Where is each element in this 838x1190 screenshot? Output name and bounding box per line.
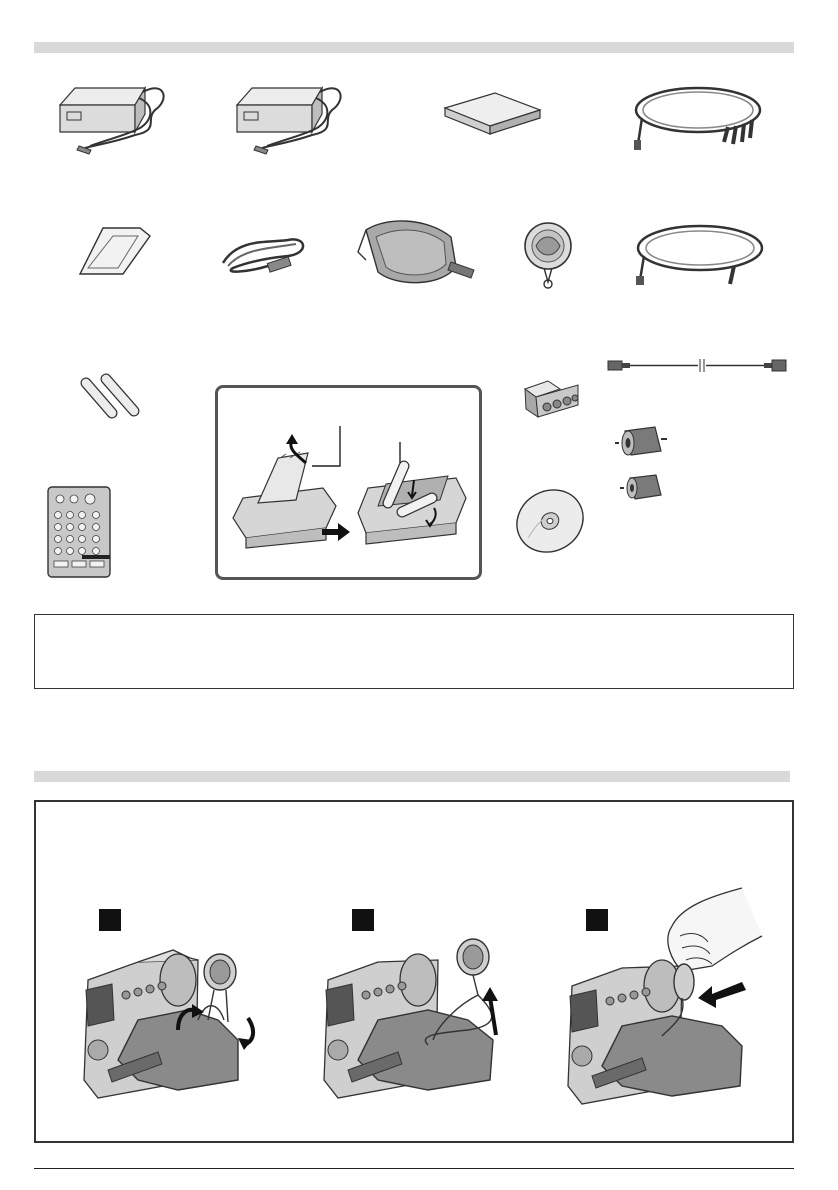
- remote-control-icon: [46, 485, 112, 580]
- footer-rule: [34, 1168, 794, 1169]
- usb-cable-icon: [606, 355, 790, 377]
- power-cord-icon: [218, 228, 313, 276]
- ac-adapter-icon: [232, 80, 352, 155]
- av-cable-icon: [628, 82, 768, 154]
- lens-cap-header-bar: [34, 771, 790, 782]
- lens-cap-icon: [522, 220, 574, 290]
- cd-rom-icon: [514, 488, 586, 554]
- step-marker-icon: [352, 909, 374, 931]
- step-marker-icon: [99, 909, 121, 931]
- grip-strap-icon: [356, 212, 476, 292]
- camcorder-step2-illustration: [318, 935, 518, 1115]
- scart-adapter-icon: [520, 377, 582, 425]
- memory-card-icon: [78, 226, 158, 276]
- accessories-header-bar: [34, 42, 794, 53]
- s-video-cable-icon: [630, 220, 770, 290]
- camcorder-step3-illustration: [562, 886, 782, 1118]
- core-filter-icon: [615, 425, 667, 459]
- core-filter-icon: [620, 473, 666, 503]
- note-box: [34, 614, 794, 689]
- batteries-icon: [82, 375, 144, 420]
- remote-battery-insertion-panel: [215, 385, 482, 580]
- camcorder-step1-illustration: [78, 940, 278, 1115]
- battery-pack-icon: [440, 88, 550, 148]
- ac-adapter-icon: [55, 80, 175, 155]
